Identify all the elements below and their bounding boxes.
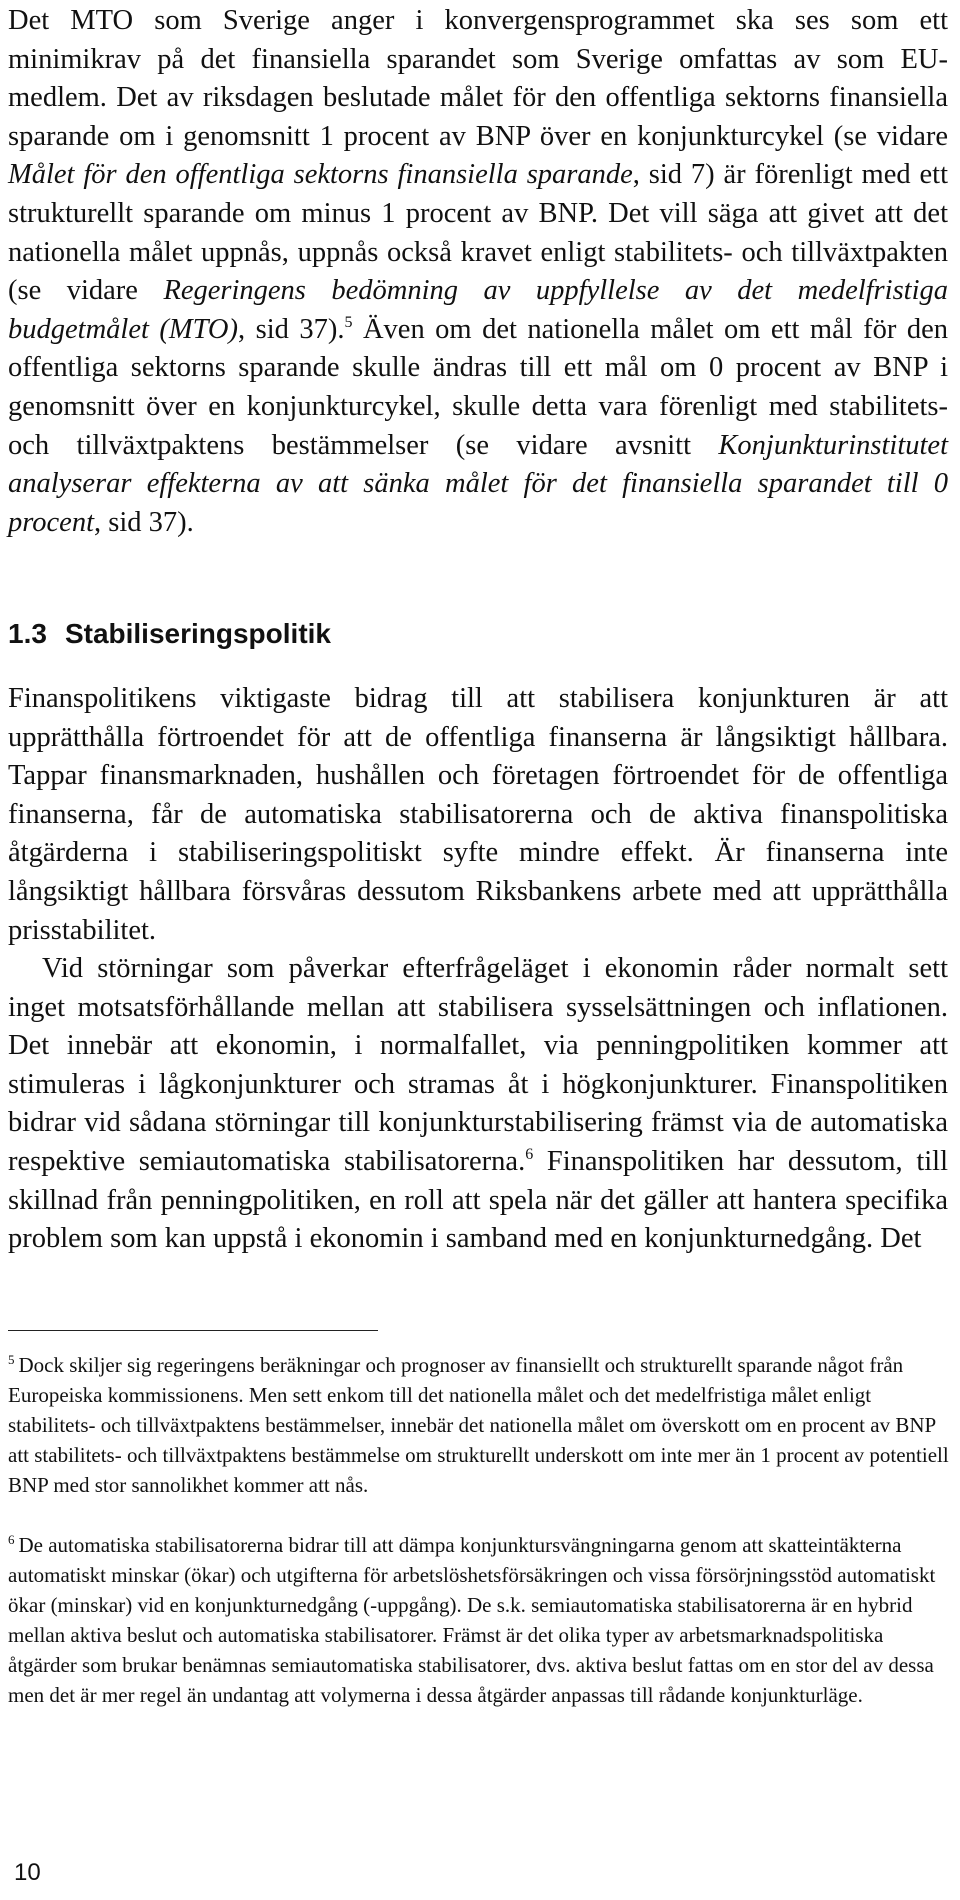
footnote-text: De automatiska stabilisatorerna bidrar till att dämpa konjunktursvängningarna genom att skatteintäkterna automatiskt minskar (ökar) och utgifterna för arbetslöshetsförsäkringen och vissa försörjningsstöd automatiskt ökar (minskar) vid en konjunkturnedgång (-uppgång). De s.k. semiautomatiska stabilisatorerna är en hybrid mellan aktiva beslut och automatiska stabilisatorer. Främst är det olika typer av arbetsmarknadspolitiska åtgärder som brukar benämnas semiautomatiska stabilisatorer, dvs. aktiva beslut fattas om en stor del av dessa men det är mer regel än undantag att volymerna i dessa åtgärder anpassas till rådande konjunkturläge. <box>8 1533 936 1708</box>
footnote-divider <box>8 1330 378 1331</box>
paragraph-disturbances <box>8 950 948 1259</box>
paragraph-text: , sid 37). <box>94 506 194 538</box>
footnote-reference: 6 <box>525 1145 534 1163</box>
paragraph-text: Det MTO som Sverige anger i konvergensprogrammet ska ses som ett minimikrav på det finansiella sparandet som Sverige omfattas av som EU-medlem. Det av riksdagen beslutade målet för den offentliga sektorns finansiella sparande om i genomsnitt 1 procent av BNP över en konjunkturcykel (se vidare <box>8 5 948 152</box>
paragraph-text: Även om det nationella målet om ett mål för den offentliga sektorns sparande skulle ändras till ett mål om 0 procent av BNP i genomsnitt över en konjunkturcykel, skulle detta vara förenligt med stabilitets- och tillväxtpaktens bestämmelser (se vidare avsnitt <box>8 313 948 461</box>
footnote-6 <box>8 1530 950 1711</box>
paragraph-text: , sid 37). <box>238 313 345 345</box>
page-number: 10 <box>14 1859 41 1886</box>
footnote-mark: 5 <box>8 1352 15 1367</box>
paragraph-text: , sid 7) är förenligt med ett strukturellt sparande om minus 1 procent av BNP. Det vill säga att givet att det nationella målet uppnås, uppnås också kravet enligt stabilitets- och tillväxtpakten (se vidare <box>8 159 948 307</box>
footnote-reference: 5 <box>344 313 353 331</box>
paragraph-text: Vid störningar som påverkar efterfrågeläget i ekonomin råder normalt sett inget motsatsförhållande mellan att stabilisera sysselsättningen och inflationen. Det innebär att ekonomin, i normalfallet, via penningpolitiken kommer att stimuleras i lågkonjunkturer och stramas åt i högkonjunkturer. Finanspolitiken bidrar vid sådana störningar till konjunkturstabilisering främst via de automatiska respektive semiautomatiska stabilisatorerna. <box>8 953 948 1177</box>
paragraph-mto <box>8 2 948 542</box>
section-title: Stabiliseringspolitik <box>64 618 331 649</box>
footnote-5 <box>8 1350 950 1500</box>
section-number: 1.3 <box>8 618 47 649</box>
reference-title: Regeringens bedömning av uppfyllelse av det medelfristiga budgetmålet (MTO) <box>8 275 948 345</box>
paragraph-stability: Finanspolitikens viktigaste bidrag till att stabilisera konjunkturen är att upprätthålla förtroendet för att de offentliga finanserna är långsiktigt hållbara. Tappar finansmarknaden, hushållen och företagen förtroendet för de offentliga finanserna, får de automatiska stabilisatorerna och de aktiva finanspolitiska åtgärderna i stabiliseringspolitiskt syfte mindre effekt. Är finanserna inte långsiktigt hållbara försvåras dessutom Riksbankens arbete med att upprätthålla prisstabilitet. <box>8 683 948 946</box>
section-heading <box>8 618 331 650</box>
reference-title: Konjunkturinstitutet analyserar effekterna av att sänka målet för det finansiella sparandet till 0 procent <box>8 429 948 538</box>
reference-title: Målet för den offentliga sektorns finansiella sparande <box>8 159 633 191</box>
footnote-text: Dock skiljer sig regeringens beräkningar och prognoser av finansiellt och strukturellt sparande något från Europeiska kommissionens. Men sett enkom till det nationella målet och det medelfristiga målet enligt stabilitets- och tillväxtpaktens bestämmelser, innebär det nationella målet om överskott om en procent av BNP att stabilitets- och tillväxtpaktens bestämmelse om strukturellt underskott om inte mer än 1 procent av potentiell BNP med stor sannolikhet kommer att nås. <box>8 1353 949 1498</box>
paragraph-text: Finanspolitiken har dessutom, till skillnad från penningpolitiken, en roll att spela när det gäller att hantera specifika problem som kan uppstå i ekonomin i samband med en konjunkturnedgång. Det <box>8 1145 948 1255</box>
footnote-mark: 6 <box>8 1532 15 1547</box>
